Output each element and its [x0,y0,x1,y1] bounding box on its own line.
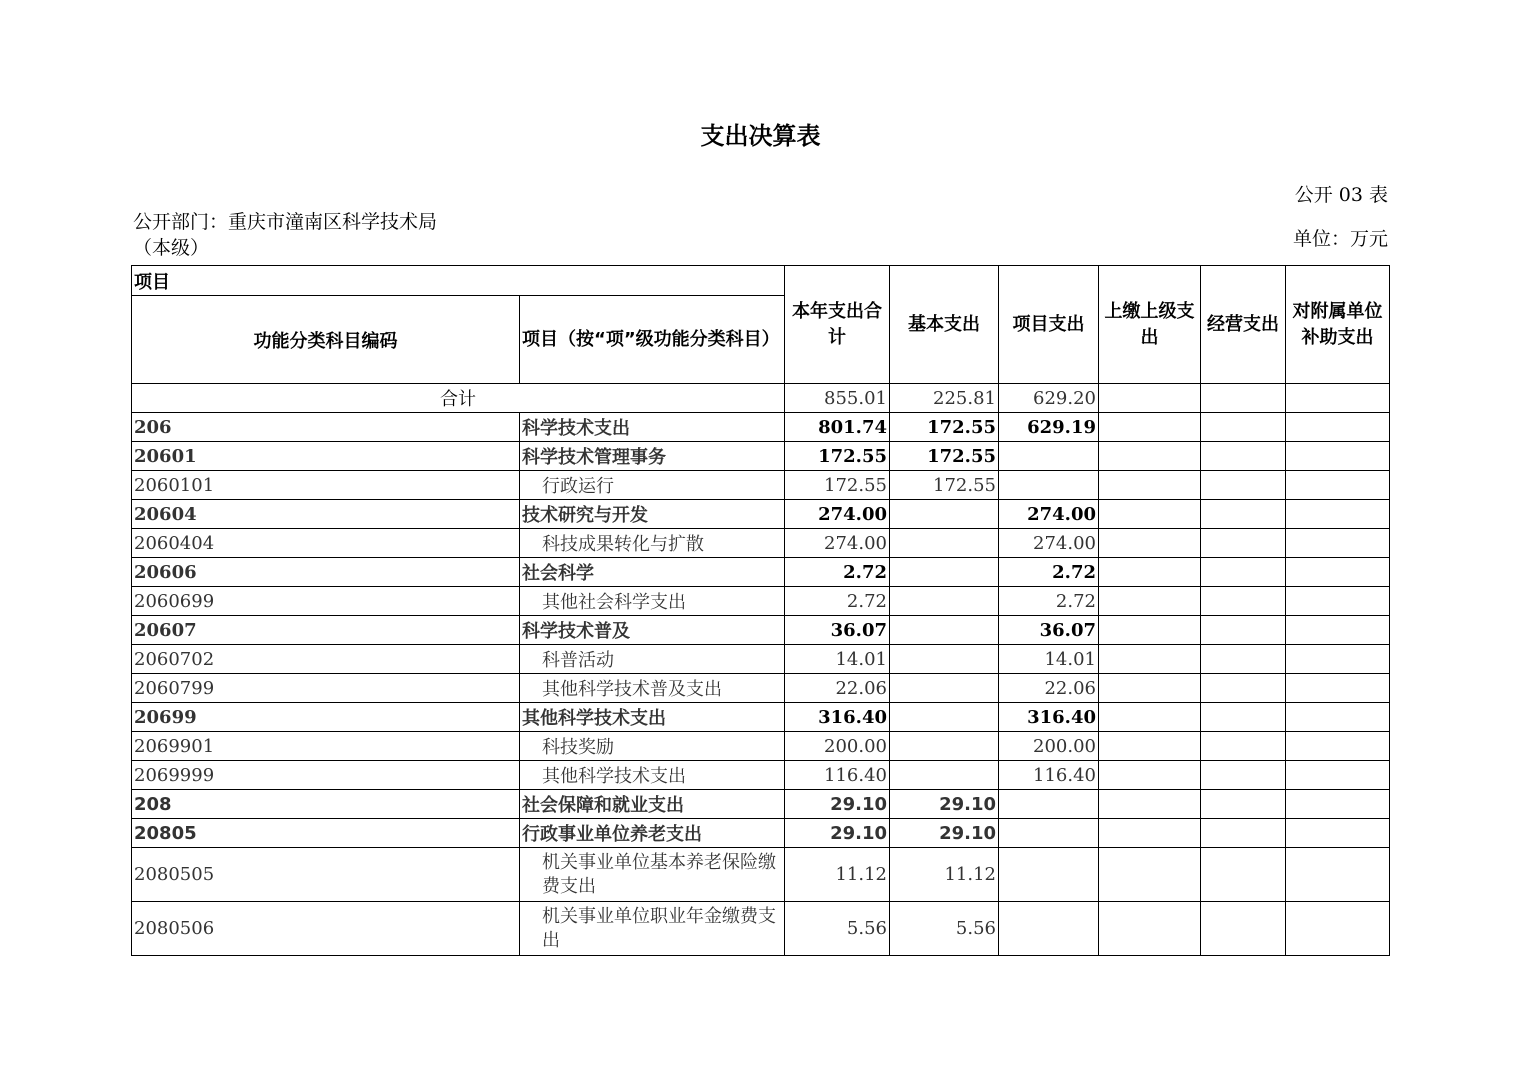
row-name: 其他科学技术支出 [520,761,785,790]
page-title: 支出决算表 [700,122,821,150]
department-label: 公开部门：重庆市潼南区科学技术局（本级） [133,211,438,259]
row-project: 316.40 [999,703,1099,732]
row-code: 206 [132,413,520,442]
row-total: 14.01 [785,645,890,674]
total-row-business [1201,384,1286,413]
table-row [132,902,1390,956]
row-code: 20699 [132,703,520,732]
row-basic [890,616,999,645]
header-basic: 基本支出 [890,266,999,384]
row-project: 274.00 [999,529,1099,558]
table-row [132,587,1390,616]
header-subsidy: 对附属单位补助支出 [1286,266,1390,384]
row-basic [890,558,999,587]
table-row [132,529,1390,558]
row-code: 2060404 [132,529,520,558]
row-code: 2060702 [132,645,520,674]
row-business [1201,529,1286,558]
row-business [1201,703,1286,732]
row-upper [1099,587,1201,616]
row-project: 629.19 [999,413,1099,442]
table-row [132,819,1390,848]
row-upper [1099,558,1201,587]
row-subsidy [1286,790,1390,819]
row-basic: 11.12 [890,848,999,902]
row-total: 36.07 [785,616,890,645]
row-upper [1099,848,1201,902]
row-basic [890,645,999,674]
row-name: 行政运行 [520,471,785,500]
row-total: 29.10 [785,819,890,848]
row-project: 116.40 [999,761,1099,790]
form-number: 公开 03 表 [1294,184,1388,206]
row-project: 2.72 [999,558,1099,587]
row-total: 2.72 [785,558,890,587]
row-project: 274.00 [999,500,1099,529]
row-name: 技术研究与开发 [520,500,785,529]
row-code: 2080506 [132,902,520,956]
header-business: 经营支出 [1201,266,1286,384]
row-business [1201,645,1286,674]
row-upper [1099,819,1201,848]
row-name: 其他科学技术支出 [520,703,785,732]
row-subsidy [1286,902,1390,956]
row-name: 机关事业单位基本养老保险缴费支出 [520,848,785,902]
header-total: 本年支出合计 [785,266,890,384]
row-business [1201,471,1286,500]
row-total: 172.55 [785,442,890,471]
row-upper [1099,674,1201,703]
table-row [132,442,1390,471]
table-row [132,558,1390,587]
row-project [999,819,1099,848]
row-total: 316.40 [785,703,890,732]
row-basic: 172.55 [890,413,999,442]
table-row [132,761,1390,790]
row-business [1201,616,1286,645]
row-subsidy [1286,761,1390,790]
header-upper: 上缴上级支出 [1099,266,1201,384]
row-name: 科学技术支出 [520,413,785,442]
row-upper [1099,703,1201,732]
table-row [132,471,1390,500]
row-upper [1099,413,1201,442]
table-row [132,703,1390,732]
row-name: 社会科学 [520,558,785,587]
row-name: 科技奖励 [520,732,785,761]
row-name: 其他社会科学支出 [520,587,785,616]
row-name: 其他科学技术普及支出 [520,674,785,703]
row-basic [890,674,999,703]
row-project [999,471,1099,500]
row-basic [890,500,999,529]
row-total: 2.72 [785,587,890,616]
row-project [999,442,1099,471]
row-subsidy [1286,442,1390,471]
row-code: 2060799 [132,674,520,703]
row-upper [1099,645,1201,674]
row-total: 29.10 [785,790,890,819]
row-project: 36.07 [999,616,1099,645]
row-code: 20607 [132,616,520,645]
row-basic [890,529,999,558]
header-project-group: 项目 [132,266,785,296]
row-name: 社会保障和就业支出 [520,790,785,819]
row-upper [1099,529,1201,558]
row-basic [890,703,999,732]
total-row-label: 合计 [132,384,785,413]
row-business [1201,732,1286,761]
table-row [132,413,1390,442]
row-subsidy [1286,413,1390,442]
row-name: 机关事业单位职业年金缴费支出 [520,902,785,956]
row-basic [890,761,999,790]
row-business [1201,558,1286,587]
row-upper [1099,471,1201,500]
row-project: 22.06 [999,674,1099,703]
row-project [999,790,1099,819]
header-code: 功能分类科目编码 [132,296,520,384]
row-basic: 29.10 [890,819,999,848]
row-code: 20604 [132,500,520,529]
row-business [1201,819,1286,848]
table-row [132,616,1390,645]
row-basic [890,587,999,616]
row-basic: 29.10 [890,790,999,819]
row-business [1201,674,1286,703]
row-name: 科普活动 [520,645,785,674]
row-name: 科学技术管理事务 [520,442,785,471]
row-business [1201,761,1286,790]
row-name: 科技成果转化与扩散 [520,529,785,558]
table-row [132,848,1390,902]
row-subsidy [1286,529,1390,558]
row-code: 2069999 [132,761,520,790]
row-subsidy [1286,848,1390,902]
row-upper [1099,790,1201,819]
row-business [1201,442,1286,471]
row-total: 274.00 [785,529,890,558]
row-total: 11.12 [785,848,890,902]
row-business [1201,500,1286,529]
row-basic: 172.55 [890,442,999,471]
row-upper [1099,761,1201,790]
row-upper [1099,732,1201,761]
row-project: 14.01 [999,645,1099,674]
header-project: 项目支出 [999,266,1099,384]
row-subsidy [1286,587,1390,616]
row-upper [1099,902,1201,956]
row-subsidy [1286,819,1390,848]
row-business [1201,848,1286,902]
table-row [132,674,1390,703]
row-subsidy [1286,558,1390,587]
row-name: 科学技术普及 [520,616,785,645]
total-row-project: 629.20 [999,384,1099,413]
table-row [132,500,1390,529]
row-subsidy [1286,616,1390,645]
row-project: 200.00 [999,732,1099,761]
header-name: 项目（按“项”级功能分类科目） [520,296,785,384]
table-row [132,732,1390,761]
row-subsidy [1286,732,1390,761]
row-subsidy [1286,674,1390,703]
row-project: 2.72 [999,587,1099,616]
expenditure-table [131,265,1390,956]
row-business [1201,790,1286,819]
row-upper [1099,616,1201,645]
row-code: 208 [132,790,520,819]
row-basic: 172.55 [890,471,999,500]
total-row-basic: 225.81 [890,384,999,413]
total-row-total: 855.01 [785,384,890,413]
row-code: 2060101 [132,471,520,500]
total-row-upper [1099,384,1201,413]
row-subsidy [1286,645,1390,674]
row-business [1201,902,1286,956]
row-code: 2080505 [132,848,520,902]
table-row [132,645,1390,674]
row-basic [890,732,999,761]
row-business [1201,587,1286,616]
row-subsidy [1286,500,1390,529]
row-total: 116.40 [785,761,890,790]
row-code: 20601 [132,442,520,471]
row-code: 2069901 [132,732,520,761]
row-code: 20805 [132,819,520,848]
row-total: 172.55 [785,471,890,500]
total-row-subsidy [1286,384,1390,413]
row-code: 20606 [132,558,520,587]
unit-label: 单位：万元 [1292,228,1388,250]
table-row [132,790,1390,819]
row-subsidy [1286,703,1390,732]
row-code: 2060699 [132,587,520,616]
row-project [999,902,1099,956]
row-total: 5.56 [785,902,890,956]
row-total: 22.06 [785,674,890,703]
row-business [1201,413,1286,442]
row-upper [1099,442,1201,471]
row-basic: 5.56 [890,902,999,956]
row-project [999,848,1099,902]
row-name: 行政事业单位养老支出 [520,819,785,848]
row-total: 274.00 [785,500,890,529]
row-total: 801.74 [785,413,890,442]
row-upper [1099,500,1201,529]
row-total: 200.00 [785,732,890,761]
row-subsidy [1286,471,1390,500]
